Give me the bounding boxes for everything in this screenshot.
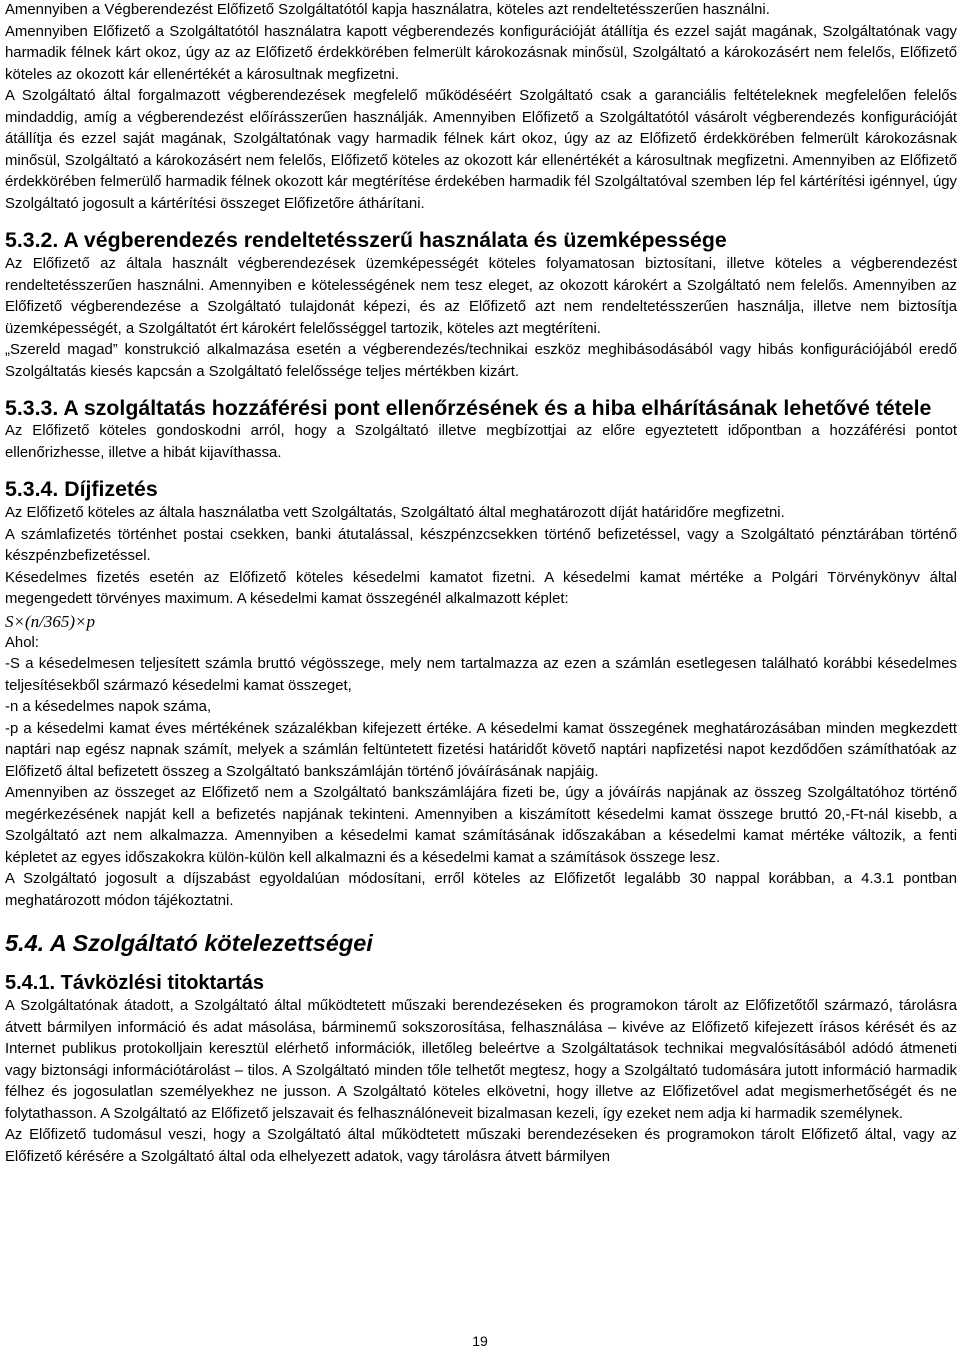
body-paragraph: „Szereld magad” konstrukció alkalmazása esetén a végberendezés/technikai eszköz meghibásodásából vagy hibás konfigurációjából eredő Szolgáltatás kiesés kapcsán a Szolgáltató felelőssége teljes mértékben kizárt. <box>5 342 957 380</box>
body-paragraph: Amennyiben Előfizető a Szolgáltatótól használatra kapott végberendezés konfigurációját átállítja és ezzel saját magának, Szolgáltatónak vagy harmadik félnek kárt okoz, úgy az az Előfizető érdekkörében felmerült károkozásnak minősül, Szolgáltató a károkozásért nem felelős, Előfizető köteles az okozott kár ellenértékét a károsultnak megfizetni. <box>5 23 957 83</box>
body-paragraph: A számlafizetés történhet postai csekken, banki átutalással, készpénzcsekken történő befizetéssel, vagy a Szolgáltató pénztárában történő készpénzbefizetéssel. <box>5 526 957 564</box>
body-paragraph: Az Előfizető köteles az általa használatba vett Szolgáltatás, Szolgáltató által meghatározott díját határidőre megfizetni. <box>5 505 785 521</box>
body-paragraph: Amennyiben az összeget az Előfizető nem a Szolgáltató bankszámlájára fizeti be, úgy a jóváírás napjának az összeg Szolgáltatóhoz történő megérkezésének napját kell a befizetés napjának tekinteni. Amennyiben a kiszámított késedelmi kamat összege bruttó 20,-Ft-nál kisebb, a Szolgáltató azt nem alkalmazza. Amennyiben a késedelmi kamat számításának időszakában a késedelmi kamat mértéke változik, a fenti képletet az egyes időszakokra külön-külön kell alkalmazni és a késedelmi kamat a számítások összege lesz. <box>5 785 957 866</box>
body-paragraph: A Szolgáltató által forgalmazott végberendezések megfelelő működéséért Szolgáltató csak a garanciális feltételeknek megfelelően felelős mindaddig, amíg a végberendezést előírásszerűen használják. Amennyiben Előfizető a Szolgáltatótól vásárolt végberendezés konfigurációját átállítja és ezzel saját magának, Szolgáltatónak vagy harmadik félnek kárt okoz, úgy az az Előfizető érdekkörében felmerült károkozásnak minősül, Szolgáltató a károkozásért nem felelős, Előfizető köteles az okozott kár ellenértékét a károsultnak megfizetni. Amennyiben az Előfizető érdekkörében felmerülő harmadik félnek okozott kár megtérítése érdekében harmadik fél Szolgáltatóval szemben lép fel kártérítési igénnyel, úgy Szolgáltató jogosult a kártérítési összeget Előfizetőre áthárítani. <box>5 88 957 212</box>
body-paragraph: Amennyiben a Végberendezést Előfizető Szolgáltatótól kapja használatra, köteles azt rendeltetésszerűen használni. <box>5 2 770 18</box>
definition-item: -n a késedelmes napok száma, <box>5 699 212 715</box>
page-number: 19 <box>472 1333 488 1349</box>
definition-item: -S a késedelmesen teljesített számla bruttó végösszege, mely nem tartalmazza az ezen a számlán esetlegesen található korábbi késedelmes teljesítésekből származó késedelmi kamat összeget, <box>5 656 957 694</box>
chapter-heading-5-4: 5.4. A Szolgáltató kötelezettségei <box>5 930 373 956</box>
body-paragraph: A Szolgáltatónak átadott, a Szolgáltató által működtetett műszaki berendezéseken és programokon tárolt az Előfizetőtől származó, tárolásra átvett bármilyen információ és adat másolása, bárminemű sokszorosítása, felhasználása – kivéve az Előfizető kifejezett írásos kérését és az Internet publikus protokolljain keresztül elérhető információk, illetőleg beleértve a Szolgáltatások technikai megvalósításából adódó átmeneti vagy biztonsági információtárolást – tilos. A Szolgáltató minden tőle telhetőt megtesz, hogy a Szolgáltató tudomására jutott információ harmadik félhez és jogosulatlan személyekhez ne jusson. A Szolgáltató köteles elkövetni, hogy illetve az Előfizetővel adat megismerhetőségét és ne folytathasson. A Szolgáltató az Előfizető jelszavait és felhasználóneveit bizalmasan kezeli, így ezeket nem adja ki harmadik személynek. <box>5 998 957 1122</box>
body-paragraph: A Szolgáltató jogosult a díjszabást egyoldalúan módosítani, erről köteles az Előfizetőt legalább 30 nappal korábban, a 4.3.1 pontban meghatározott módon tájékoztatni. <box>5 871 957 909</box>
where-label: Ahol: <box>5 634 39 651</box>
body-paragraph: Az Előfizető az általa használt végberendezések üzemképességét köteles folyamatosan biztosítani, illetve köteles a végberendezést rendeltetésszerűen használni. Amennyiben e kötelességének nem tesz eleget, az okozott károkért a Szolgáltató nem felelős. Amennyiben az Előfizető végberendezése a Szolgáltató tulajdonát képezi, és az Előfizető azt nem rendeltetésszerűen használja, illetve nem biztosítja üzemképességét, a Szolgáltatót ért károkért felelősséggel tartozik, köteles azt megtéríteni. <box>5 256 957 337</box>
definition-item: -p a késedelmi kamat éves mértékének százalékban kifejezett értéke. A késedelmi kamat összegének meghatározásában minden megkezdett naptári nap egész napnak számít, melyek a számlán feltüntetett fizetési határidőt követő naptári napfizetési napot kezdődően számíthatóak az Előfizető által befizetett összeg a Szolgáltató bankszámláján történő jóváírásának napjáig. <box>5 720 957 780</box>
body-paragraph: Az Előfizető tudomásul veszi, hogy a Szolgáltató által működtetett műszaki berendezéseken és programokon tárolt Előfizető által, vagy az Előfizető kérésére a Szolgáltató által oda elhelyezett adatok, vagy tárolásra átvett bármilyen <box>5 1127 957 1165</box>
section-heading-5-3-2: 5.3.2. A végberendezés rendeltetésszerű használata és üzemképessége <box>5 228 727 252</box>
interest-formula: S×(n/365)×p <box>5 611 95 631</box>
body-paragraph: Az Előfizető köteles gondoskodni arról, hogy a Szolgáltató illetve megbízottjai az előre egyeztetett időpontban a hozzáférési pontot ellenőrizhesse, illetve a hibát kijavíthassa. <box>5 423 957 461</box>
section-heading-5-3-4: 5.3.4. Díjfizetés <box>5 477 158 501</box>
body-paragraph: Késedelmes fizetés esetén az Előfizető köteles késedelmi kamatot fizetni. A késedelmi kamat mértéke a Polgári Törvénykönyv által megengedett törvényes maximum. A késedelmi kamat összegénél alkalmazott képlet: <box>5 569 957 607</box>
section-heading-5-4-1: 5.4.1. Távközlési titoktartás <box>5 972 265 994</box>
section-heading-5-3-3: 5.3.3. A szolgáltatás hozzáférési pont ellenőrzésének és a hiba elhárításának lehetővé tétele <box>5 396 932 420</box>
